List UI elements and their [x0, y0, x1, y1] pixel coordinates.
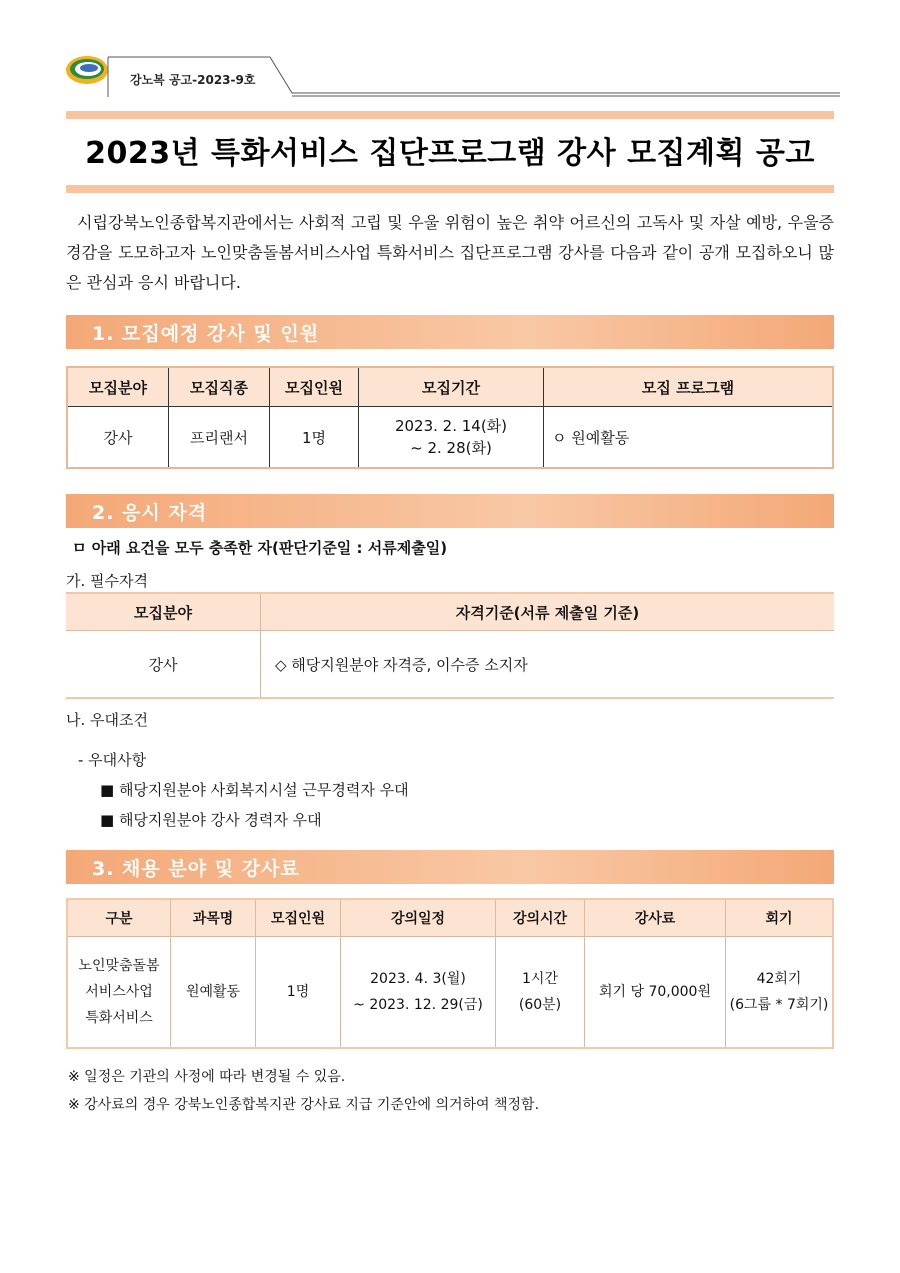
col-time: 강의시간: [496, 899, 585, 937]
section1-heading-bar: [66, 315, 834, 349]
cell-schedule: [341, 937, 496, 1049]
page-title: 2023년 특화서비스 집단프로그램 강사 모집계획 공고: [85, 136, 815, 171]
cell-field: 강사: [66, 631, 261, 699]
table-row: [67, 407, 833, 469]
cell-criteria: ◇ 해당지원분야 자격증, 이수증 소지자: [261, 631, 835, 699]
note: ※ 일정은 기관의 사정에 따라 변경될 수 있음.: [68, 1069, 346, 1085]
cell-period: [359, 407, 544, 469]
section2-heading: 2. 응시 자격: [92, 502, 208, 524]
col-period: 모집기간: [359, 367, 544, 407]
col-criteria: 자격기준(서류 제출일 기준): [261, 593, 835, 631]
col-program: 모집 프로그램: [544, 367, 834, 407]
col-sessions: 회기: [726, 899, 834, 937]
section3-heading: 3. 채용 분야 및 강사료: [92, 858, 300, 880]
fee-table: [66, 898, 834, 1049]
category-line: 특화서비스: [85, 1010, 153, 1026]
sessions-line: 42회기: [756, 971, 802, 987]
table-row: [67, 937, 833, 1049]
section1-heading: 1. 모집예정 강사 및 인원: [92, 323, 320, 345]
document-number: 강노복 공고-2023-9호: [130, 73, 256, 87]
col-count: 모집인원: [270, 367, 359, 407]
preference-item: ■ 해당지원분야 강사 경력자 우대: [100, 811, 322, 829]
category-line: 노인맞춤돌봄: [78, 958, 160, 974]
title-bar-bottom: [66, 185, 834, 193]
time-line: 1시간: [522, 971, 558, 987]
period-end: ~ 2. 28(화): [410, 439, 492, 457]
category-line: 서비스사업: [85, 984, 153, 1000]
preference-title: - 우대사항: [78, 751, 147, 769]
cell-subject: 원예활동: [171, 937, 256, 1049]
cell-job: 프리랜서: [169, 407, 270, 469]
cell-time: [496, 937, 585, 1049]
intro-paragraph: 시립강북노인종합복지관에서는 사회적 고립 및 우울 위험이 높은 취약 어르신의 고독사 및 자살 예방, 우울증 경감을 도모하고자 노인맞춤돌봄서비스사업 특화서비스 집단프로그램 강사를 다음과 같이 공개 모집하오니 많은 관심과 응시 바랍니다.: [66, 213, 834, 292]
col-count: 모집인원: [256, 899, 341, 937]
cell-program: ㅇ 원예활동: [544, 407, 834, 469]
cell-field: 강사: [67, 407, 169, 469]
cell-fee: 회기 당 70,000원: [585, 937, 726, 1049]
qualification-table: [66, 592, 834, 699]
schedule-start: 2023. 4. 3(월): [370, 971, 466, 987]
recruitment-table: [66, 366, 834, 469]
period-start: 2023. 2. 14(화): [394, 417, 508, 435]
title-bar-top: [66, 111, 834, 119]
col-job: 모집직종: [169, 367, 270, 407]
col-subject: 과목명: [171, 899, 256, 937]
cell-sessions: [726, 937, 834, 1049]
subheading-required: 가. 필수자격: [66, 572, 148, 590]
schedule-end: ~ 2023. 12. 29(금): [353, 997, 483, 1013]
col-field: 모집분야: [66, 593, 261, 631]
col-fee: 강사료: [585, 899, 726, 937]
time-line: (60분): [518, 997, 562, 1013]
cell-count: 1명: [270, 407, 359, 469]
table-row: [66, 631, 834, 699]
sessions-line: (6그룹 * 7회기): [729, 997, 829, 1013]
section3-heading-bar: [66, 850, 834, 884]
cell-count: 1명: [256, 937, 341, 1049]
col-category: 구분: [67, 899, 171, 937]
preference-item: ■ 해당지원분야 사회복지시설 근무경력자 우대: [100, 781, 409, 799]
requirement-statement: ㅁ 아래 요건을 모두 충족한 자(판단기준일 : 서류제출일): [72, 539, 448, 557]
cell-category: [67, 937, 171, 1049]
col-schedule: 강의일정: [341, 899, 496, 937]
section2-heading-bar: [66, 494, 834, 528]
subheading-preferred: 나. 우대조건: [66, 711, 148, 729]
col-field: 모집분야: [67, 367, 169, 407]
note: ※ 강사료의 경우 강북노인종합복지관 강사료 지급 기준안에 의거하여 책정함.: [68, 1097, 540, 1113]
